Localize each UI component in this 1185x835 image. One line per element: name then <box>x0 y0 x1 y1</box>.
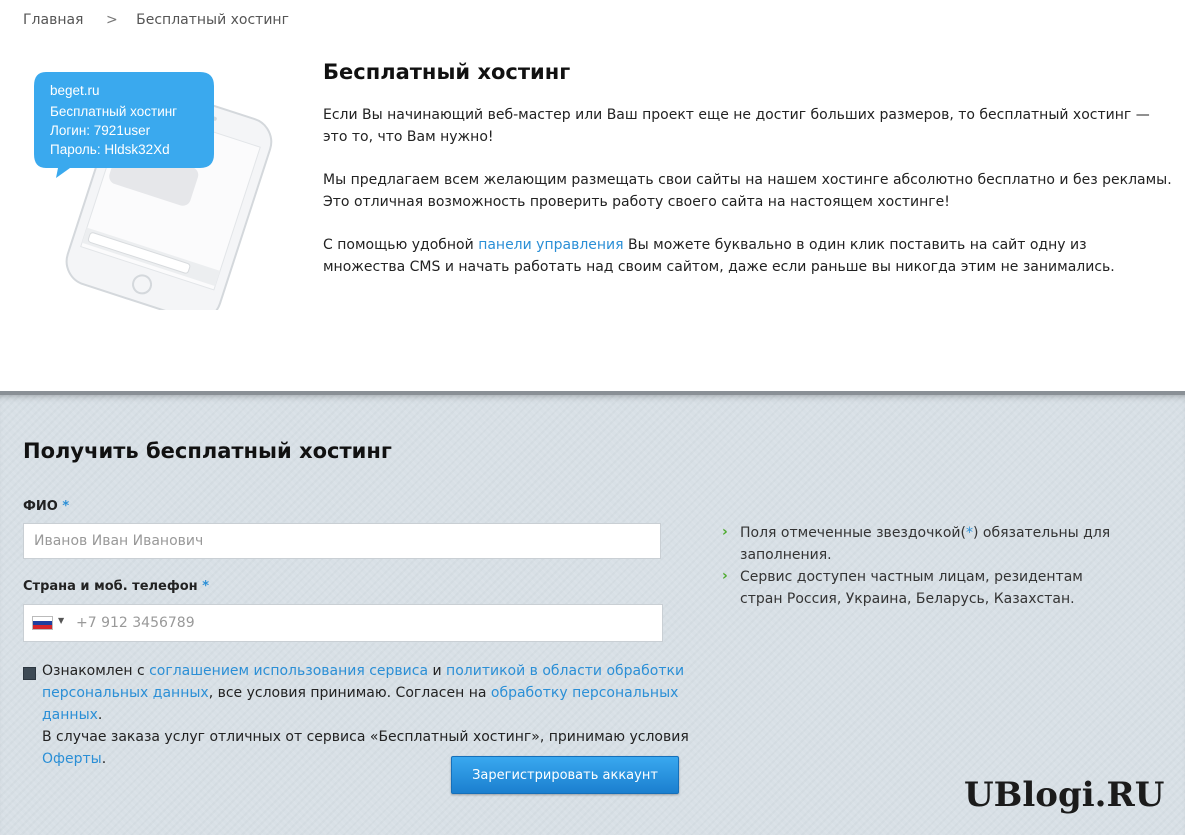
note-1-text-before: Поля отмеченные звездочкой( <box>740 525 966 541</box>
intro-paragraph-1: Если Вы начинающий веб-мастер или Ваш проект еще не достиг больших размеров, то бесплатный хостинг — это то, что Вам нужно! <box>323 107 1150 145</box>
form-title: Получить бесплатный хостинг <box>23 439 392 463</box>
intro-paragraph-2: Мы предлагаем всем желающим размещать свои сайты на нашем хостинге абсолютно бесплатно и без рекламы. Это отличная возможность проверить работу своего сайта на настоящем хостинге! <box>323 172 1172 210</box>
breadcrumb-separator: > <box>105 12 118 28</box>
watermark-logo: UBlogi.RU <box>964 775 1165 815</box>
privacy-policy-link[interactable]: политикой в области обработки персональных данных <box>42 663 685 701</box>
note-service-availability <box>722 566 1122 610</box>
chevron-right-icon: › <box>722 568 728 584</box>
agreement-checkbox[interactable] <box>23 667 36 680</box>
intro-section <box>323 60 1173 299</box>
phone-label <box>23 579 209 594</box>
fio-label <box>23 499 69 514</box>
breadcrumb <box>23 12 289 28</box>
intro-p3-text-after: Вы можете буквально в один клик поставить на сайт одну из множества CMS и начать работать над своим сайтом, даже если раньше вы никогда этим не занимались. <box>323 237 1115 275</box>
register-account-button[interactable]: Зарегистрировать аккаунт <box>451 756 679 794</box>
russia-flag-icon <box>32 616 53 630</box>
required-mark: * <box>202 579 210 594</box>
note-1-text-after: ) обязательны для заполнения. <box>740 525 1111 563</box>
sms-site: beget.ru <box>50 83 100 98</box>
offer-link[interactable]: Оферты <box>42 751 102 767</box>
caret-down-icon: ▼ <box>58 616 65 625</box>
agree-text-6: . <box>101 751 107 767</box>
agree-text-5: В случае заказа услуг отличных от сервиса «Бесплатный хостинг», принимаю условия <box>42 729 689 745</box>
sms-password: Пароль: Hldsk32Xd <box>50 142 170 157</box>
country-select[interactable] <box>24 605 74 641</box>
breadcrumb-home-link[interactable]: Главная <box>23 12 84 28</box>
sms-login: Логин: 7921user <box>50 123 151 138</box>
control-panel-link[interactable]: панели управления <box>478 237 624 253</box>
fio-input[interactable] <box>23 523 661 559</box>
sms-title: Бесплатный хостинг <box>50 104 178 119</box>
fio-label-text: ФИО <box>23 499 58 514</box>
agree-text-4: . <box>97 707 103 723</box>
registration-form-section <box>0 391 1185 835</box>
personal-data-processing-link[interactable]: обработку персональных данных <box>42 685 679 723</box>
form-notes <box>722 522 1122 610</box>
phone-input[interactable] <box>74 605 663 641</box>
agree-text-2: и <box>428 663 447 679</box>
note-required-mark: * <box>965 525 973 541</box>
required-mark: * <box>62 499 70 514</box>
intro-paragraph-3 <box>323 234 1173 278</box>
chevron-right-icon: › <box>722 524 728 540</box>
page-title: Бесплатный хостинг <box>323 60 571 84</box>
breadcrumb-current: Бесплатный хостинг <box>136 12 289 28</box>
phone-label-text: Страна и моб. телефон <box>23 579 198 594</box>
service-agreement-link[interactable]: соглашением использования сервиса <box>149 663 429 679</box>
note-required-fields <box>722 522 1122 566</box>
intro-p3-text-before: С помощью удобной <box>323 237 479 253</box>
agree-text-3: , все условия принимаю. Согласен на <box>208 685 491 701</box>
phone-field <box>23 604 663 642</box>
phone-sms-illustration <box>30 70 290 310</box>
phone-image <box>30 70 290 310</box>
note-2-text: Сервис доступен частным лицам, резидентам стран Россия, Украина, Беларусь, Казахстан. <box>740 569 1083 607</box>
agree-text-1: Ознакомлен с <box>42 663 150 679</box>
agreement-text <box>42 660 732 770</box>
